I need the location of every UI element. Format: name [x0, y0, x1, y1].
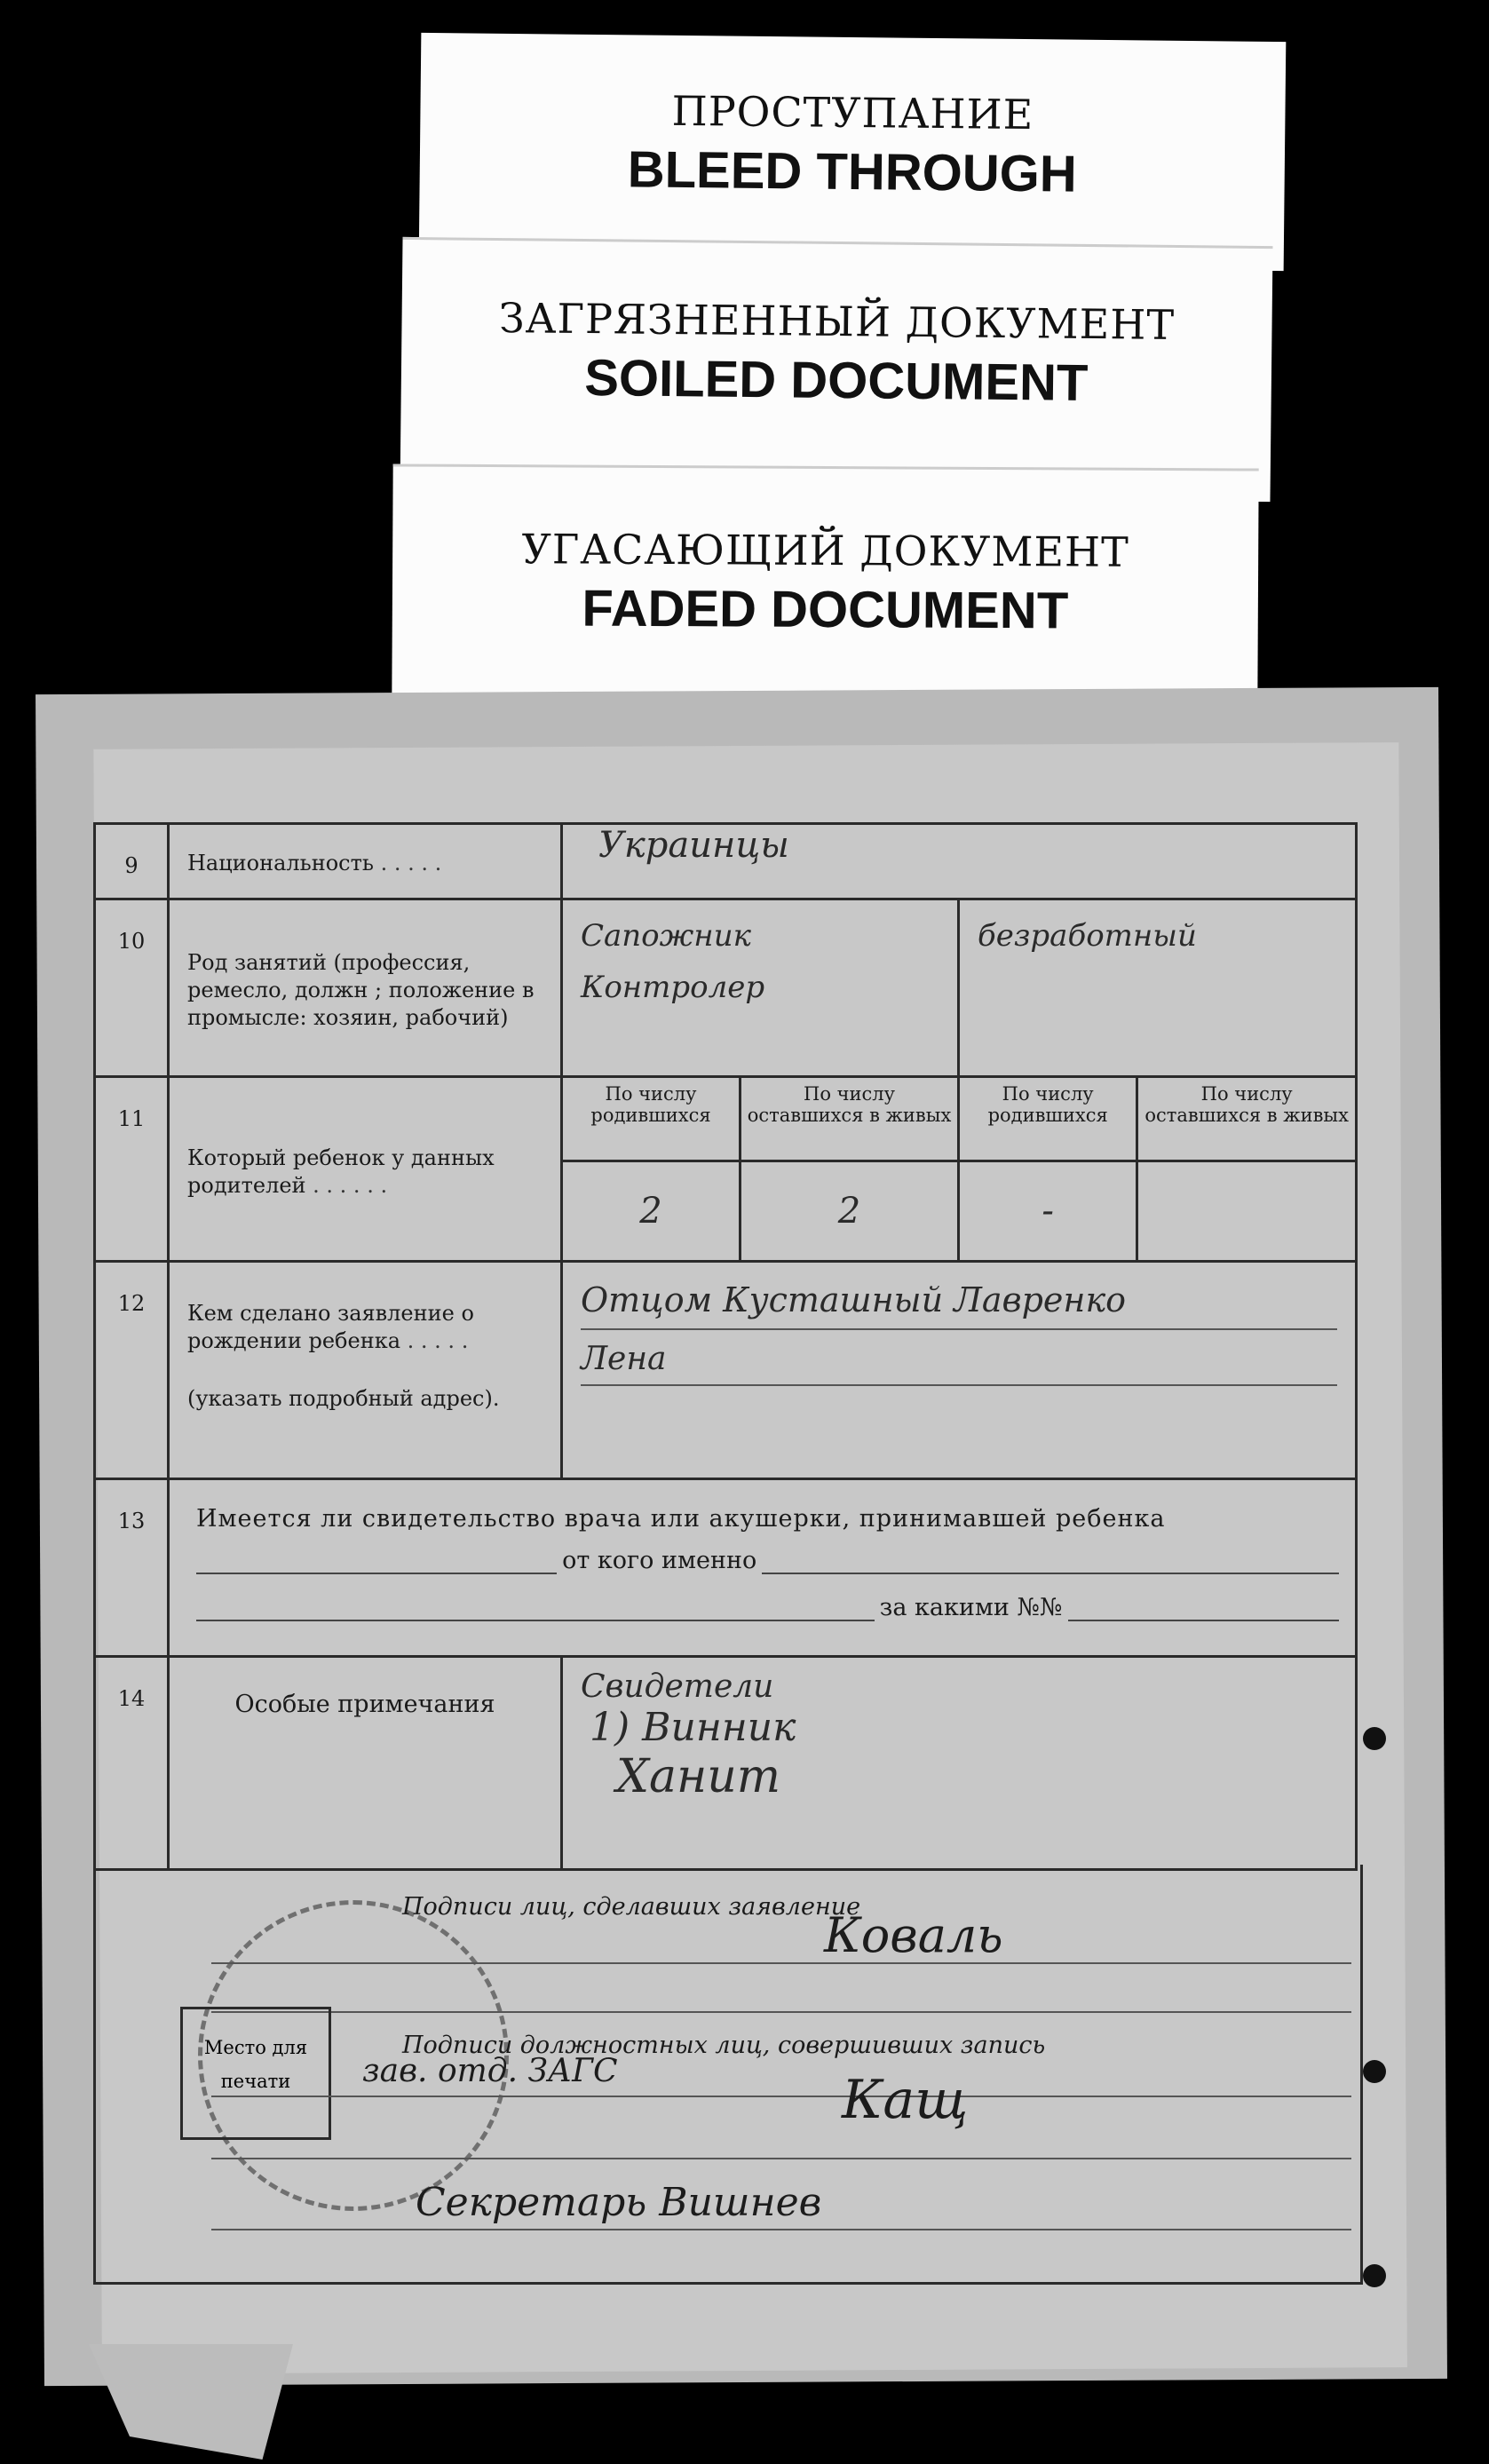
row-number: 13: [95, 1479, 169, 1657]
row-declarant: [95, 1262, 1357, 1479]
label-text: Национальность: [187, 851, 374, 875]
column-header: По числу оставшихся в живых: [1137, 1077, 1357, 1161]
punch-hole: [1363, 2060, 1386, 2083]
tag-faded-document: [392, 463, 1258, 701]
signature-line: [211, 2096, 1351, 2097]
column-header: По числу родившихся: [959, 1077, 1137, 1161]
signature-line: [211, 2229, 1351, 2230]
row-remarks: [95, 1657, 1357, 1870]
handwritten-remark: 1) Винник: [590, 1705, 796, 1750]
applicants-signature-title: Подписи лиц, сделавших заявление: [402, 1893, 861, 1921]
tag-title-en: FADED DOCUMENT: [582, 579, 1069, 640]
torn-corner: [89, 2344, 293, 2460]
label-address-note: (указать подробный адрес).: [187, 1386, 500, 1412]
column-header: По числу оставшихся в живых: [741, 1077, 959, 1161]
row-label: [169, 1262, 562, 1479]
birth-record-form: [93, 822, 1358, 1871]
tag-title-en: BLEED THROUGH: [627, 140, 1078, 203]
handwritten-occupation: безработный: [978, 918, 1197, 954]
handwritten-occupation: Сапожник: [581, 918, 751, 954]
row-number: 9: [95, 824, 169, 899]
punch-hole: [1363, 2264, 1386, 2287]
signature-line: [211, 2011, 1351, 2013]
handwritten-value: 2: [562, 1161, 741, 1262]
applicant-signature: Коваль: [824, 1907, 1003, 1963]
punch-hole: [1363, 1727, 1386, 1750]
handwritten-remark: Свидетели: [581, 1668, 774, 1705]
certificate-question: [169, 1479, 1357, 1657]
handwritten-declarant: Лена: [581, 1341, 1337, 1386]
signatures-section: [93, 1865, 1363, 2285]
column-header: По числу родившихся: [562, 1077, 741, 1161]
row-number: 11: [95, 1077, 169, 1262]
row-number: 10: [95, 899, 169, 1077]
from-whom-line: [196, 1547, 1339, 1574]
handwritten-declarant: Отцом Кусташный Лавренко: [581, 1280, 1337, 1330]
row-certificate: [95, 1479, 1357, 1657]
row-child-order: [95, 1077, 1357, 1161]
row-value: [562, 1657, 1357, 1870]
official-signature: зав. отд. ЗАГС: [362, 2053, 618, 2089]
handwritten-nationality: Украинцы: [598, 825, 789, 866]
row-label: Род занятий (профессия, ремесло, должн ; положение в промысле: хозяин, рабочий): [169, 899, 562, 1077]
mother-occupation: [959, 899, 1357, 1077]
row-number: 12: [95, 1262, 169, 1479]
officials-signature-title: Подписи должностных лиц, совершивших запись: [402, 2032, 1046, 2059]
handwritten-remark: Ханит: [616, 1750, 781, 1803]
label-text: Который ребенок у данных родителей: [187, 1145, 495, 1199]
handwritten-value: -: [959, 1161, 1137, 1262]
by-numbers-line: [196, 1594, 1339, 1621]
row-value: [562, 824, 1357, 899]
tag-title-en: SOILED DOCUMENT: [583, 349, 1089, 412]
row-label: [169, 824, 562, 899]
label-dots: . . . . . .: [313, 1173, 388, 1199]
tag-soiled-document: [400, 237, 1273, 502]
from-whom-label: от кого именно: [562, 1547, 757, 1574]
handwritten-value: 2: [741, 1161, 959, 1262]
row-occupation: [95, 899, 1357, 1077]
question-text: Имеется ли свидетельство врача или акушерки, принимавшей ребенка: [196, 1505, 1166, 1533]
father-occupation: [562, 899, 959, 1077]
tag-title-ru: ЗАГРЯЗНЕННЫЙ ДОКУМЕНТ: [498, 294, 1176, 349]
signature-line: [211, 1962, 1351, 1964]
row-number: 14: [95, 1657, 169, 1870]
handwritten-occupation: Контролер: [581, 970, 765, 1005]
by-numbers-label: за какими №№: [879, 1594, 1063, 1621]
label-dots: . . . . .: [407, 1328, 469, 1354]
stamp-place-box: Место для печати: [180, 2007, 331, 2140]
official-signature: Секретарь Вишнев: [416, 2180, 822, 2225]
label-dots: . . . . .: [380, 851, 442, 875]
row-label: [169, 1077, 562, 1262]
row-value: [562, 1262, 1357, 1479]
signature-line: [211, 2158, 1351, 2159]
handwritten-value: [1137, 1161, 1357, 1262]
row-nationality: [95, 824, 1357, 899]
row-label: Особые примечания: [169, 1657, 562, 1870]
tag-title-ru: УГАСАЮЩИЙ ДОКУМЕНТ: [521, 525, 1129, 576]
official-signature: Кащ: [842, 2069, 969, 2131]
tag-title-ru: ПРОСТУПАНИЕ: [671, 86, 1034, 139]
tag-bleed-through: [419, 33, 1287, 271]
label-text: Кем сделано заявление о рождении ребенка: [187, 1301, 474, 1354]
